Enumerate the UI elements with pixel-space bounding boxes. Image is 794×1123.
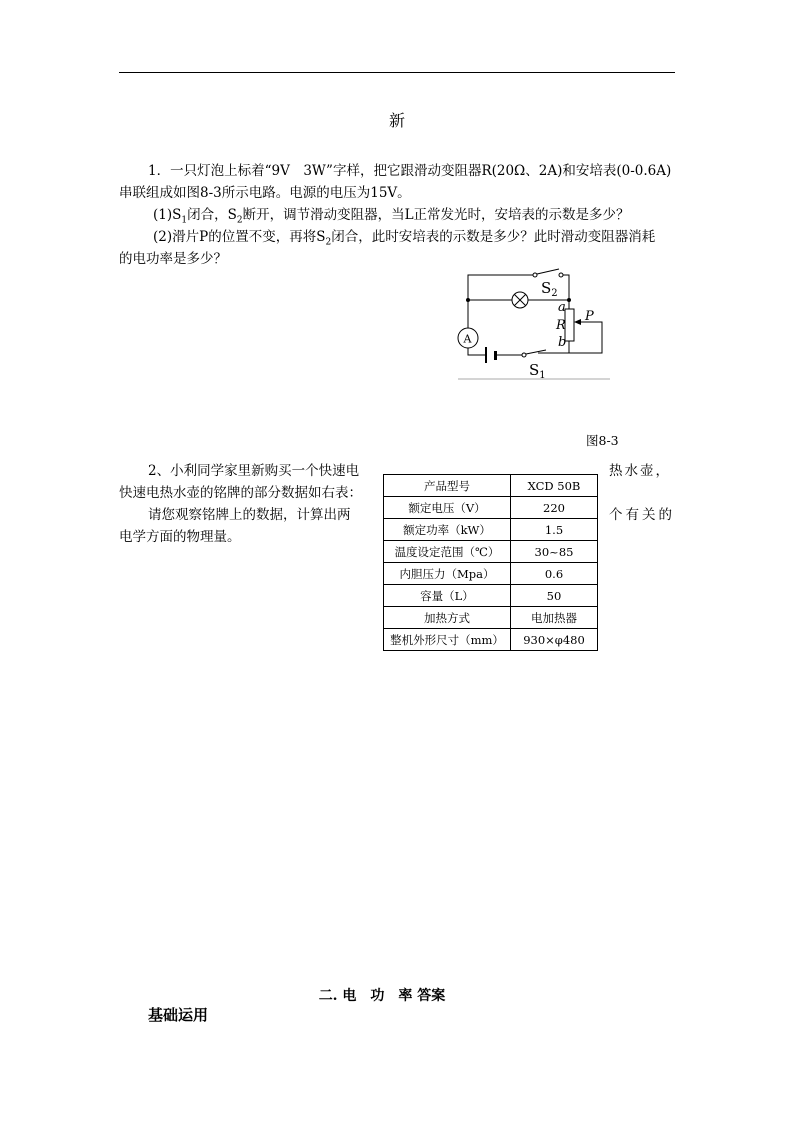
junction-right	[567, 298, 571, 302]
spec-value: 0.6	[511, 563, 598, 585]
junction-left	[466, 298, 470, 302]
s2-contact-right	[559, 273, 563, 277]
spec-value: 930×φ480	[511, 629, 598, 651]
spec-key: 额定功率（kW）	[384, 519, 511, 541]
spec-key: 温度设定范围（℃）	[384, 541, 511, 563]
slider-p-label: P	[585, 309, 594, 324]
spec-key: 容量（L）	[384, 585, 511, 607]
spec-key: 内胆压力（Mpa）	[384, 563, 511, 585]
q2-line3-right: 个有关的	[609, 507, 675, 523]
table-row	[384, 475, 598, 497]
spec-value: 50	[511, 585, 598, 607]
table-row	[384, 629, 598, 651]
q1-sub2	[153, 226, 655, 254]
battery-short-plate	[494, 351, 497, 360]
q1-sub1-s2: 2	[236, 215, 243, 226]
s1-contact-left	[522, 353, 526, 357]
table-row	[384, 585, 598, 607]
header-rule	[119, 72, 675, 73]
spec-key: 产品型号	[384, 475, 511, 497]
rheostat-b-label: b	[558, 335, 567, 350]
spec-value: 30~85	[511, 541, 598, 563]
q2-line1-left: 2、小利同学家里新购买一个快速电	[148, 463, 360, 479]
table-row	[384, 563, 598, 585]
q1-sub2-line2: 的电功率是多少？	[119, 251, 227, 267]
spec-value: 220	[511, 497, 598, 519]
slider-arrow	[574, 319, 581, 325]
q1-sub2-part-a: (2)滑片P的位置不变，再将S	[153, 229, 326, 245]
q1-sub1-s1: 1	[181, 215, 188, 226]
q2-line3-left: 请您观察铭牌上的数据，计算出两	[148, 507, 351, 523]
q2-line2: 快速电热水壶的铭牌的部分数据如右表：	[119, 485, 362, 501]
spec-key: 整机外形尺寸（mm）	[384, 629, 511, 651]
table-row	[384, 607, 598, 629]
q2-line1-right: 热水壶，	[609, 463, 671, 479]
figure-caption: 图8-3	[586, 433, 619, 448]
spec-table	[383, 474, 598, 651]
q1-sub2-part-b: 闭合，此时安培表的示数是多少？此时滑动变阻器消耗	[331, 229, 656, 245]
wire-left-lower	[468, 348, 485, 355]
table-row	[384, 541, 598, 563]
battery-long-plate	[485, 347, 487, 363]
answer-heading: 二. 电 功 率 答案	[318, 988, 446, 1004]
q1-line2: 串联组成如图8-3所示电路。电源的电压为15V。	[119, 185, 411, 201]
q1-line1: 1．一只灯泡上标着“9V 3W”字样，把它跟滑动变阻器R(20Ω、2A)和安培表(0-0.6A)	[148, 163, 672, 179]
s2-blade	[537, 269, 559, 274]
q1-sub1-part-c: 断开，调节滑动变阻器，当L正常发光时，安培表的示数是多少？	[242, 207, 630, 223]
spec-value: XCD 50B	[511, 475, 598, 497]
q2-line4: 电学方面的物理量。	[119, 529, 241, 545]
rheostat-r-label: R	[556, 318, 566, 333]
spec-value: 电加热器	[511, 607, 598, 629]
spec-value: 1.5	[511, 519, 598, 541]
page-title: 新	[388, 111, 405, 130]
s2-contact-left	[533, 273, 537, 277]
ammeter-label: A	[463, 332, 472, 346]
table-row	[384, 497, 598, 519]
section-heading-basic: 基础运用	[148, 1006, 209, 1024]
wire-top-right	[563, 275, 569, 300]
circuit-diagram	[455, 265, 615, 383]
rheostat-a-label: a	[558, 300, 566, 315]
table-row	[384, 519, 598, 541]
q1-sub2-s2: 2	[325, 237, 332, 248]
s1-label: $S_1$	[529, 361, 546, 381]
q1-sub1-part-b: 闭合，S	[187, 207, 237, 223]
spec-key: 额定电压（V）	[384, 497, 511, 519]
q1-sub1-part-a: (1)S	[153, 207, 182, 223]
rheostat-icon	[565, 309, 574, 341]
spec-key: 加热方式	[384, 607, 511, 629]
s2-label: $S_2$	[541, 279, 558, 299]
